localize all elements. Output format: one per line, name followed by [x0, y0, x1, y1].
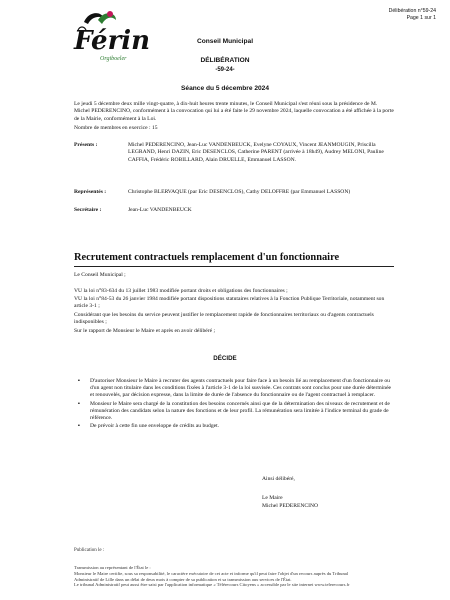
council-title: Conseil Municipal: [196, 38, 254, 45]
secretary-name: Jean-Luc VANDENBEUCK: [128, 207, 192, 213]
present-row: [74, 142, 404, 178]
secretary-label: Secrétaire :: [74, 207, 102, 213]
signoff-name: Michel PEDERENCINO: [262, 502, 319, 509]
council-line: Le Conseil Municipal ;: [74, 272, 126, 278]
decision-text: De prévoir à cette fin une enveloppe de crédits au budget.: [90, 423, 220, 430]
page-indicator: Page 1 sur 1: [406, 15, 436, 21]
secretary-row: [74, 207, 404, 217]
deliberation-subject: Recrutement contractuels remplacement d'un fonctionnaire: [74, 252, 340, 263]
footer-transmission: Transmission au représentant de l'État le :: [74, 565, 151, 570]
bullet-icon: ▪: [78, 378, 80, 384]
represented-list: Christophe BLERVAQUE (par Eric DESENCLOS), Cathy DELOFFRE (par Emmanuel LASSON): [128, 189, 351, 195]
decision-list: [74, 378, 394, 431]
reference-number: Délibération n°59-24: [388, 8, 436, 14]
intro-paragraph: Le jeudi 5 décembre deux mille vingt-quatre, à dix-huit heures trente minutes, le Conseil Municipal s'est réuni sous la présidence de M. Michel PEDERENCINO, conformément à la convocation qui lui a été faite le 29 novembre 2024, laquelle convocation a été affichée à la porte de la Mairie, conformément à la Loi.: [74, 101, 394, 122]
legal-reference-2: VU la loi n°84-53 du 26 janvier 1984 modifiée portant dispositions statutaires relatives à la Fonction Publique Territoriale, notamment son article 3-1 ;: [74, 296, 385, 310]
decide-heading: DÉCIDE: [213, 355, 237, 362]
heading-underline: [74, 266, 394, 267]
session-date: Séance du 5 décembre 2024: [181, 85, 269, 92]
decision-text: Monsieur le Maire sera chargé de la constitution des besoins concernés ainsi que de la détermination des niveaux de recrutement et de rémunération des candidats selon la nature des fonctions et de leur profil. La rémunération sera limitée à l'indice terminal du grade de référence.: [90, 400, 390, 422]
decision-item: [74, 423, 394, 430]
considerant-paragraph: Considérant que les besoins du service peuvent justifier le remplacement rapide de fonctionnaires territoriaux ou d'agents contractuels indisponibles ;: [74, 312, 374, 326]
bullet-icon: ▪: [78, 400, 80, 407]
represented-row: [74, 189, 404, 199]
decision-item: [74, 401, 394, 423]
represented-label: Représentés :: [74, 189, 107, 195]
publication-date-label: Publication le :: [74, 548, 105, 553]
rapport-line: Sur le rapport de Monsieur le Maire et après en avoir délibéré ;: [74, 328, 216, 334]
present-label: Présents :: [74, 142, 98, 148]
reference-block: [389, 8, 436, 22]
members-count: Nombre de membres en exercice : 15: [74, 125, 158, 131]
signoff-deliberated: Ainsi délibéré,: [262, 476, 295, 482]
logo-text: Férin: [74, 26, 151, 56]
deliberation-number: -59-24-: [215, 67, 235, 73]
decision-item: [74, 378, 394, 400]
legal-footer: [74, 565, 404, 588]
deliberation-title: DÉLIBÉRATION: [200, 57, 250, 64]
footer-telerecours: Le tribunal Administratif peut aussi être saisi par l'application informatique « Télérecours Citoyens » accessible par le site internet www.telerecours.fr: [74, 582, 350, 588]
signature-block: [262, 476, 318, 510]
logo-subtext: Orgiboeler: [100, 56, 127, 62]
present-list: Michel PEDERENCINO, Jean-Luc VANDENBEUCK, Evelyne COYAUX, Vincent JEANMOUGIN, Priscilla LEGRAND, Henri DAZIN, Eric DESENCLOS, Catherine PARENT (arrivée à 18h49), Audrey MELONI, Pauline CAFFIA, Frédéric ROBILLARD, Alain DRUELLE, Emmanuel LASSON.: [128, 142, 384, 163]
legal-reference-1: VU la loi n°83-634 du 13 juillet 1983 modifiée portant droits et obligations des fonctionnaires ;: [74, 288, 288, 294]
footer-recourse-1: Monsieur le Maire certifie, sous sa responsabilité, le caractère exécutoire de cet acte et informe qu'il peut faire l'objet d'un recours auprès du Tribunal: [74, 570, 349, 576]
signoff-title: Le Maire: [262, 495, 283, 502]
decision-text: D'autoriser Monsieur le Maire à recruter des agents contractuels pour faire face à un besoin lié au remplacement d'un fonctionnaire ou d'un agent non titulaire dans les conditions fixées à l'article 3-1 de la loi susvisée. Ces contrats sont conclus pour une durée déterminée et renouvelés, par décision expresse, dans la limite de durée de l'absence du fonctionnaire ou de l'agent contractuel à remplacer.: [90, 378, 392, 399]
footer-recourse-2: Administratif de Lille dans un délai de deux mois à compter de sa publication et sa transmission aux services de l'État.: [74, 576, 292, 582]
bullet-icon: ▪: [78, 423, 80, 430]
